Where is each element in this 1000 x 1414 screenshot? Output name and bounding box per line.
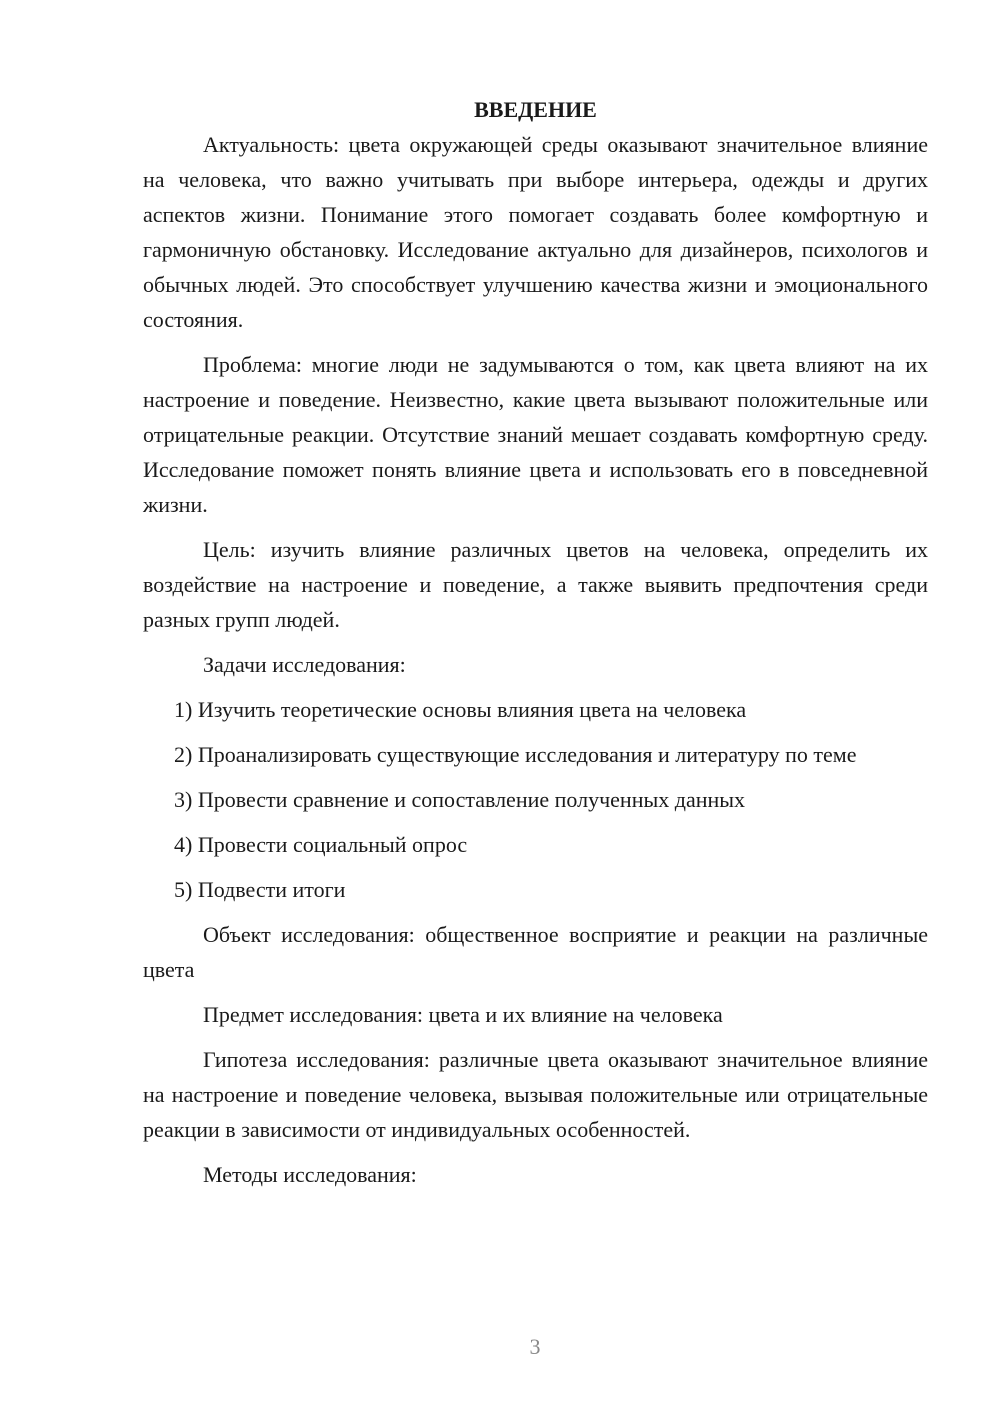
tasks-heading: Задачи исследования: xyxy=(203,652,406,677)
task-item-3: 3) Провести сравнение и сопоставление полученных данных xyxy=(174,787,746,812)
task-item-5: 5) Подвести итоги xyxy=(174,877,346,902)
object-paragraph: Объект исследования: общественное восприятие и реакции на различные цвета xyxy=(143,922,928,982)
page-number: 3 xyxy=(529,1334,541,1359)
document-page xyxy=(143,92,928,1202)
relevance-paragraph: Актуальность: цвета окружающей среды оказывают значительное влияние на человека, что важно учитывать при выборе интерьера, одежды и других аспектов жизни. Понимание этого помогает создавать более комфортную и гармоничную обстановку. Исследование актуально для дизайнеров, психологов и обычных людей. Это способствует улучшению качества жизни и эмоционального состояния. xyxy=(143,132,928,332)
subject-paragraph: Предмет исследования: цвета и их влияние на человека xyxy=(203,1002,723,1027)
page-title: ВВЕДЕНИЕ xyxy=(474,97,597,122)
task-item-4: 4) Провести социальный опрос xyxy=(174,832,468,857)
problem-paragraph: Проблема: многие люди не задумываются о том, как цвета влияют на их настроение и поведение. Неизвестно, какие цвета вызывают положительные или отрицательные реакции. Отсутствие знаний мешает создавать комфортную среду. Исследование поможет понять влияние цвета и использовать его в повседневной жизни. xyxy=(143,352,928,517)
hypothesis-paragraph: Гипотеза исследования: различные цвета оказывают значительное влияние на настроение и поведение человека, вызывая положительные или отрицательные реакции в зависимости от индивидуальных особенностей. xyxy=(143,1047,928,1142)
task-item-2: 2) Проанализировать существующие исследования и литературу по теме xyxy=(174,742,857,767)
methods-heading: Методы исследования: xyxy=(203,1162,417,1187)
task-item-1: 1) Изучить теоретические основы влияния цвета на человека xyxy=(174,697,747,722)
goal-paragraph: Цель: изучить влияние различных цветов на человека, определить их воздействие на настроение и поведение, а также выявить предпочтения среди разных групп людей. xyxy=(143,537,928,632)
